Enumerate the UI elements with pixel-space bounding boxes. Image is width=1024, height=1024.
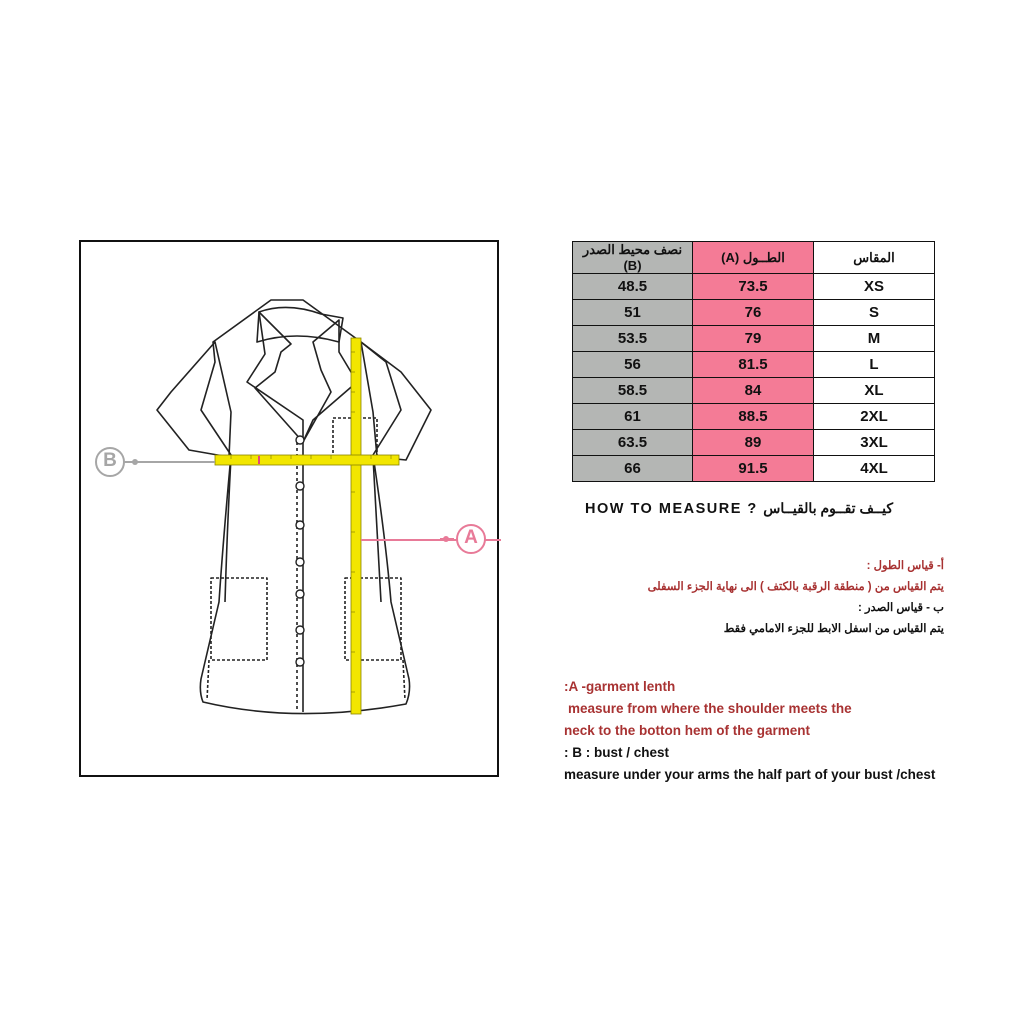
length-tape — [351, 338, 361, 714]
chest-cell: 63.5 — [573, 430, 693, 456]
en-chest-text: measure under your arms the half part of your bust /chest — [564, 767, 936, 782]
table-row — [573, 378, 935, 404]
chest-cell: 51 — [573, 300, 693, 326]
length-cell: 79 — [693, 326, 814, 352]
size-chart-table — [572, 241, 935, 482]
table-row — [573, 404, 935, 430]
left-lapel — [247, 312, 303, 442]
chest-cell: 61 — [573, 404, 693, 430]
size-cell: 3XL — [814, 430, 935, 456]
arabic-instructions — [564, 556, 944, 640]
how-to-measure-en: HOW TO MEASURE ? — [585, 501, 758, 517]
size-cell: M — [814, 326, 935, 352]
how-to-measure-heading — [585, 500, 930, 517]
garment-diagram — [81, 242, 501, 779]
size-cell: XL — [814, 378, 935, 404]
header-length: الطــول (A) — [693, 242, 814, 274]
right-sleeve — [361, 342, 431, 460]
garment-body-outline — [200, 300, 409, 714]
en-length-line1: measure from where the shoulder meets the — [568, 701, 852, 716]
chest-tape — [215, 455, 399, 465]
header-chest: نصف محيط الصدر (B) — [573, 242, 693, 274]
right-lapel — [303, 320, 357, 442]
length-cell: 76 — [693, 300, 814, 326]
table-row — [573, 326, 935, 352]
length-cell: 73.5 — [693, 274, 814, 300]
table-row — [573, 300, 935, 326]
length-cell: 81.5 — [693, 352, 814, 378]
size-cell: S — [814, 300, 935, 326]
ar-chest-text: يتم القياس من اسفل الابط للجزء الامامي فقط — [723, 623, 944, 635]
ar-length-title: أ- قياس الطول : — [866, 560, 944, 572]
en-length-line2: neck to the botton hem of the garment — [564, 723, 811, 738]
table-row — [573, 430, 935, 456]
garment-illustration-panel — [79, 240, 499, 777]
chest-cell: 48.5 — [573, 274, 693, 300]
chest-cell: 56 — [573, 352, 693, 378]
collar-band — [257, 307, 343, 342]
length-cell: 88.5 — [693, 404, 814, 430]
table-header-row — [573, 242, 935, 274]
chest-cell: 58.5 — [573, 378, 693, 404]
table-row — [573, 352, 935, 378]
table-row — [573, 456, 935, 482]
size-cell: L — [814, 352, 935, 378]
english-instructions — [564, 676, 964, 786]
en-length-title: :A -garment lenth — [564, 679, 676, 694]
chest-cell: 66 — [573, 456, 693, 482]
size-cell: 2XL — [814, 404, 935, 430]
length-cell: 91.5 — [693, 456, 814, 482]
chest-cell: 53.5 — [573, 326, 693, 352]
en-chest-title: : B : bust / chest — [564, 745, 670, 760]
length-cell: 89 — [693, 430, 814, 456]
header-size: المقاس — [814, 242, 935, 274]
measuring-tapes — [215, 338, 399, 714]
table-row — [573, 274, 935, 300]
marker-a-label: A — [464, 527, 478, 548]
size-cell: 4XL — [814, 456, 935, 482]
ar-length-text: يتم القياس من ( منطقة الرقبة بالكتف ) الى نهاية الجزء السفلى — [647, 581, 944, 593]
length-cell: 84 — [693, 378, 814, 404]
how-to-measure-ar: كيــف تقــوم بالقيــاس — [763, 500, 894, 516]
marker-b-label: B — [103, 450, 117, 471]
ar-chest-title: ب - قياس الصدر : — [857, 602, 944, 614]
size-cell: XS — [814, 274, 935, 300]
